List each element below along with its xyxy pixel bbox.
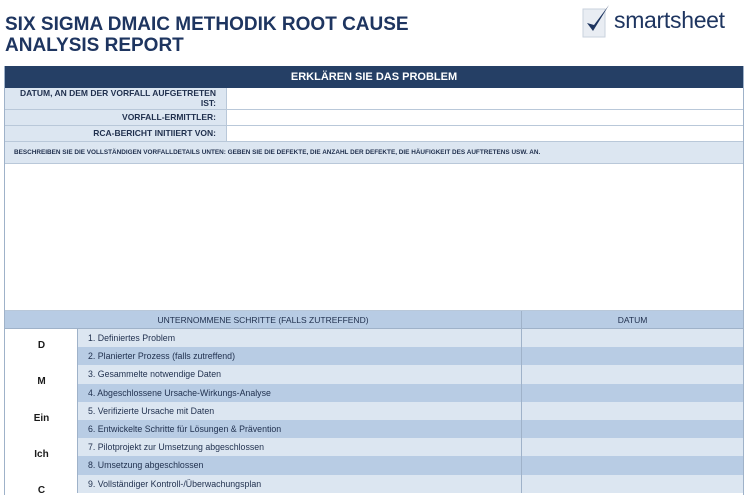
step-text: 3. Gesammelte notwendige Daten — [78, 365, 522, 383]
report-form — [4, 66, 744, 495]
field-label: RCA-BERICHT INITIIERT VON: — [5, 126, 227, 141]
field-row-initiated-by — [5, 126, 743, 142]
table-row — [78, 475, 743, 493]
steps-column-header: UNTERNOMMENE SCHRITTE (FALLS ZUTREFFEND) — [5, 311, 522, 328]
step-text: 7. Pilotprojekt zur Umsetzung abgeschlossen — [78, 438, 522, 456]
step-date-field[interactable] — [522, 475, 743, 493]
date-column-header: DATUM — [617, 315, 648, 325]
field-row-investigator — [5, 110, 743, 126]
step-date-field[interactable] — [522, 420, 743, 438]
step-text: 8. Umsetzung abgeschlossen — [78, 456, 522, 474]
checkmark-logo-icon — [582, 3, 612, 39]
table-row — [78, 365, 743, 383]
phase-letter: D — [37, 340, 46, 351]
phase-letter: M — [37, 376, 46, 387]
phase-letters-column — [5, 329, 78, 493]
step-date-field[interactable] — [522, 365, 743, 383]
step-text: 6. Entwickelte Schritte für Lösungen & Prävention — [78, 420, 522, 438]
table-row — [78, 456, 743, 474]
step-list — [78, 329, 743, 493]
phase-letter: C — [37, 485, 46, 495]
step-date-field[interactable] — [522, 347, 743, 365]
steps-table-header — [5, 311, 743, 329]
step-text: 4. Abgeschlossene Ursache-Wirkungs-Analyse — [78, 384, 522, 402]
step-text: 9. Vollständiger Kontroll-/Überwachungsplan — [78, 475, 522, 493]
table-row — [78, 384, 743, 402]
table-row — [78, 329, 743, 347]
step-text: 1. Definiertes Problem — [78, 329, 522, 347]
investigator-field[interactable] — [227, 110, 743, 125]
field-label: DATUM, AN DEM DER VORFALL AUFGETRETEN IST: — [5, 88, 227, 109]
page-title: SIX SIGMA DMAIC METHODIK ROOT CAUSE ANALYSIS REPORT — [5, 14, 409, 56]
step-date-field[interactable] — [522, 456, 743, 474]
table-row — [78, 438, 743, 456]
phase-letter: Ein — [33, 413, 50, 424]
table-row — [78, 420, 743, 438]
incident-date-field[interactable] — [227, 88, 743, 109]
step-date-field[interactable] — [522, 384, 743, 402]
step-date-field[interactable] — [522, 329, 743, 347]
description-label: BESCHREIBEN SIE DIE VOLLSTÄNDIGEN VORFALLDETAILS UNTEN: GEBEN SIE DIE DEFEKTE, DIE ANZAHL DER DEFEKTE, DIE HÄUFIGKEIT DES AUFTRETENS USW. AN. — [5, 142, 743, 164]
logo-text: smartsheet — [614, 7, 725, 33]
table-row — [78, 402, 743, 420]
step-date-field[interactable] — [522, 438, 743, 456]
steps-table — [5, 329, 743, 493]
problem-section-header: ERKLÄREN SIE DAS PROBLEM — [5, 66, 743, 88]
phase-letter: Ich — [34, 449, 49, 460]
description-field[interactable] — [5, 164, 743, 311]
table-row — [78, 347, 743, 365]
smartsheet-logo — [582, 3, 742, 39]
initiated-by-field[interactable] — [227, 126, 743, 141]
step-text: 5. Verifizierte Ursache mit Daten — [78, 402, 522, 420]
field-label: VORFALL-ERMITTLER: — [5, 110, 227, 125]
step-text: 2. Planierter Prozess (falls zutreffend) — [78, 347, 522, 365]
step-date-field[interactable] — [522, 402, 743, 420]
field-row-incident-date — [5, 88, 743, 110]
